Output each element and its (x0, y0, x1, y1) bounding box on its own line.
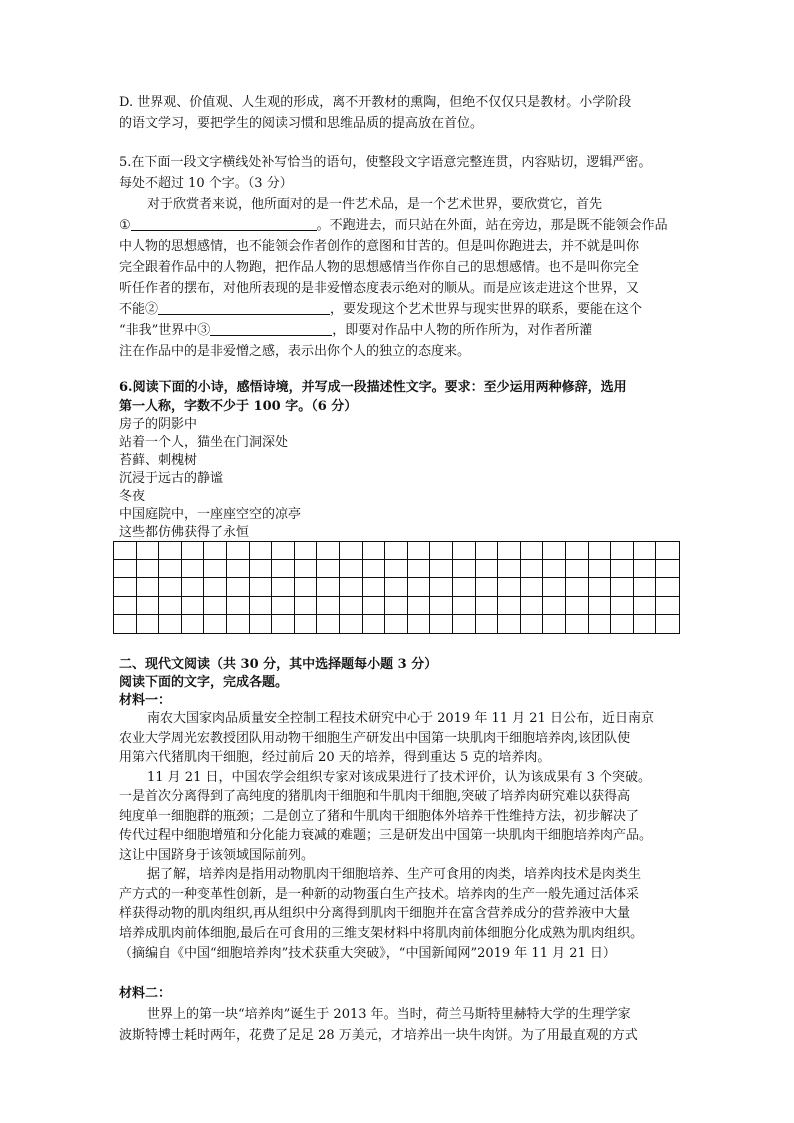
q5-passage-line-6-text: ，要发现这个艺术世界与现实世界的联系，要能在这个 (330, 302, 643, 317)
grid-cell[interactable] (656, 560, 679, 578)
material-1-line: 样获得动物的肌肉组织,再从组织中分离得到肌肉干细胞并在富含营养成分的营养液中大量 (119, 906, 631, 921)
grid-cell[interactable] (408, 615, 431, 633)
material-1-line: 传代过程中细胞增殖和分化能力衰减的难题；三是研发出中国第一块肌肉干细胞培养肉产品。 (119, 828, 653, 843)
grid-cell[interactable] (385, 560, 408, 578)
material-1-line: 南农大国家肉品质量安全控制工程技术研究中心于 2019 年 11 月 21 日公布，近日南京 (147, 711, 654, 726)
grid-cell[interactable] (204, 615, 227, 633)
poem-line: 这些都仿佛获得了永恒 (119, 525, 250, 540)
grid-cell[interactable] (182, 542, 205, 560)
grid-cell[interactable] (521, 597, 544, 615)
material-1-line: 培养成肌肉前体细胞,最后在可食用的三维支架材料中将肌肉前体细胞分化成熟为肌肉组织。 (119, 926, 644, 941)
grid-cell[interactable] (182, 615, 205, 633)
writing-grid[interactable] (113, 541, 680, 634)
grid-cell[interactable] (634, 542, 657, 560)
grid-cell[interactable] (272, 615, 295, 633)
grid-cell[interactable] (159, 597, 182, 615)
grid-cell[interactable] (656, 615, 679, 633)
grid-cell[interactable] (543, 615, 566, 633)
poem-line: 冬夜 (119, 489, 146, 504)
poem-line: 中国庭院中，一座座空空的凉亭 (119, 507, 302, 522)
grid-cell[interactable] (272, 542, 295, 560)
grid-cell[interactable] (295, 597, 318, 615)
grid-cell[interactable] (566, 542, 589, 560)
grid-cell[interactable] (295, 615, 318, 633)
q5-passage-line-5: 听任作者的摆布，对他所表现的是非爱憎态度表示绝对的顺从。而是应该走进这个世界，又 (119, 281, 640, 296)
grid-cell[interactable] (566, 578, 589, 596)
q6-prompt-line-2: 第一人称，字数不少于 100 字。（6 分） (119, 399, 358, 414)
grid-cell[interactable] (317, 560, 340, 578)
option-d-line-2: 的语文学习，要把学生的阅读习惯和思维品质的提高放在首位。 (119, 116, 484, 131)
grid-cell[interactable] (543, 578, 566, 596)
material-2-line: 波斯特博士耗时两年，花费了足足 28 万美元，才培养出一块牛肉饼。为了用最直观的方式 (119, 1028, 638, 1043)
grid-cell[interactable] (272, 597, 295, 615)
grid-cell[interactable] (204, 542, 227, 560)
grid-cell[interactable] (430, 560, 453, 578)
grid-cell[interactable] (114, 578, 137, 596)
option-d-line-1: D. 世界观、价值观、人生观的形成，离不开教材的熏陶，但绝不仅仅只是教材。小学阶段 (119, 95, 632, 110)
grid-cell[interactable] (363, 615, 386, 633)
grid-cell[interactable] (114, 560, 137, 578)
poem-line: 站着一个人，猫坐在门洞深处 (119, 435, 289, 450)
grid-cell[interactable] (385, 578, 408, 596)
grid-cell[interactable] (385, 615, 408, 633)
grid-cell[interactable] (430, 597, 453, 615)
q5-passage-line-1: 对于欣赏者来说，他所面对的是一件艺术品，是一个艺术世界，要欣赏它，首先 (147, 197, 603, 212)
grid-cell[interactable] (250, 615, 273, 633)
grid-cell[interactable] (137, 560, 160, 578)
grid-cell[interactable] (340, 578, 363, 596)
material-1-line: 纯度单一细胞群的瓶颈；二是创立了猪和牛肌肉干细胞体外培养干性维持方法，初步解决了 (119, 809, 640, 824)
grid-cell[interactable] (430, 615, 453, 633)
grid-cell[interactable] (453, 542, 476, 560)
grid-cell[interactable] (317, 578, 340, 596)
grid-cell[interactable] (453, 560, 476, 578)
material-1-source: （摘编自《中国“细胞培养肉”技术获重大突破》，“中国新闻网”2019 年 11 月 21 日） (119, 946, 616, 961)
q5-passage-line-2-text: 。不跑进去，而只站在外面，站在旁边，那是既不能领会作品 (316, 218, 668, 233)
section-2-heading: 二、现代文阅读（共 30 分，其中选择题每小题 3 分） (119, 657, 438, 672)
grid-cell[interactable] (566, 560, 589, 578)
grid-cell[interactable] (204, 578, 227, 596)
grid-cell[interactable] (498, 615, 521, 633)
grid-cell[interactable] (363, 560, 386, 578)
grid-cell[interactable] (159, 542, 182, 560)
grid-cell[interactable] (634, 560, 657, 578)
grid-cell[interactable] (498, 560, 521, 578)
grid-cell[interactable] (634, 578, 657, 596)
q6-prompt-line-1: 6.阅读下面的小诗，感悟诗境，并写成一段描述性文字。要求：至少运用两种修辞，选用 (119, 380, 627, 395)
grid-cell[interactable] (250, 597, 273, 615)
grid-cell[interactable] (340, 542, 363, 560)
material-1-line: 产方式的一种变革性创新，是一种新的动物蛋白生产技术。培养肉的生产一般先通过活体采 (119, 887, 640, 902)
grid-cell[interactable] (656, 578, 679, 596)
grid-cell[interactable] (589, 597, 612, 615)
q5-passage-line-7-prefix: “非我”世界中③ (119, 323, 211, 338)
material-1-title: 材料一： (119, 693, 172, 708)
grid-cell[interactable] (521, 615, 544, 633)
grid-cell[interactable] (295, 560, 318, 578)
grid-cell[interactable] (363, 578, 386, 596)
grid-cell[interactable] (227, 597, 250, 615)
grid-cell[interactable] (250, 560, 273, 578)
grid-cell[interactable] (476, 597, 499, 615)
poem-line: 苔藓、刺槐树 (119, 453, 198, 468)
grid-cell[interactable] (317, 597, 340, 615)
grid-cell[interactable] (114, 597, 137, 615)
material-1-line: 一是首次分离得到了高纯度的猪肌肉干细胞和牛肌肉干细胞,突破了培养肉研究难以获得高 (119, 789, 631, 804)
grid-cell[interactable] (453, 597, 476, 615)
grid-cell[interactable] (611, 578, 634, 596)
q5-passage-line-7 (119, 320, 685, 341)
grid-cell[interactable] (204, 560, 227, 578)
grid-cell[interactable] (250, 542, 273, 560)
grid-cell[interactable] (476, 560, 499, 578)
q5-passage-line-8: 注在作品中的是非爱憎之感，表示出你个人的独立的态度来。 (119, 344, 471, 359)
grid-cell[interactable] (476, 578, 499, 596)
material-2-title: 材料二： (119, 986, 172, 1001)
grid-cell[interactable] (295, 542, 318, 560)
grid-cell[interactable] (476, 542, 499, 560)
poem-line: 房子的阴影中 (119, 417, 198, 432)
material-1-line: 据了解，培养肉是指用动物肌肉干细胞培养、生产可食用的肉类，培养肉技术是肉类生 (147, 867, 642, 882)
grid-cell[interactable] (340, 597, 363, 615)
grid-cell[interactable] (363, 597, 386, 615)
material-1-line: 用第六代猪肌肉干细胞，经过前后 20 天的培养，得到重达 5 克的培养肉。 (119, 750, 551, 765)
grid-cell[interactable] (272, 560, 295, 578)
grid-cell[interactable] (589, 578, 612, 596)
grid-cell[interactable] (656, 597, 679, 615)
grid-cell[interactable] (317, 615, 340, 633)
material-1-line: 11 月 21 日，中国农学会组织专家对该成果进行了技术评价，认为该成果有 3 个突破。 (147, 770, 652, 785)
grid-cell[interactable] (611, 597, 634, 615)
q5-passage-line-6-prefix: 不能② (119, 302, 159, 317)
material-1-line: 这让中国跻身于该领域国际前列。 (119, 848, 315, 863)
answer-blank-2[interactable] (158, 300, 330, 315)
poem-line: 沉浸于远古的静谧 (119, 471, 224, 486)
grid-cell[interactable] (159, 578, 182, 596)
section-2-instruction: 阅读下面的文字，完成各题。 (119, 675, 289, 690)
grid-cell[interactable] (227, 560, 250, 578)
grid-cell[interactable] (227, 615, 250, 633)
grid-cell[interactable] (543, 597, 566, 615)
grid-cell[interactable] (137, 597, 160, 615)
grid-cell[interactable] (656, 542, 679, 560)
grid-cell[interactable] (250, 578, 273, 596)
grid-cell[interactable] (589, 542, 612, 560)
grid-cell[interactable] (295, 578, 318, 596)
grid-cell[interactable] (137, 578, 160, 596)
grid-cell[interactable] (408, 560, 431, 578)
grid-cell[interactable] (408, 542, 431, 560)
grid-cell[interactable] (498, 597, 521, 615)
grid-cell[interactable] (340, 560, 363, 578)
grid-cell[interactable] (363, 542, 386, 560)
material-2-line: 世界上的第一块“培养肉”诞生于 2013 年。当时，荷兰马斯特里赫特大学的生理学家 (147, 1007, 631, 1022)
grid-cell[interactable] (521, 560, 544, 578)
grid-cell[interactable] (340, 615, 363, 633)
grid-cell[interactable] (498, 542, 521, 560)
q5-passage-line-6 (119, 299, 685, 320)
grid-cell[interactable] (114, 542, 137, 560)
grid-cell[interactable] (634, 615, 657, 633)
q5-prompt-line-1: 5.在下面一段文字横线处补写恰当的语句，使整段文字语意完整连贯，内容贴切，逻辑严密。 (119, 155, 652, 170)
grid-cell[interactable] (543, 542, 566, 560)
grid-cell[interactable] (137, 542, 160, 560)
material-1-line: 农业大学周光宏教授团队用动物干细胞生产研发出中国第一块肌肉干细胞培养肉,该团队使 (119, 731, 631, 746)
grid-cell[interactable] (634, 597, 657, 615)
grid-cell[interactable] (159, 615, 182, 633)
grid-cell[interactable] (385, 597, 408, 615)
grid-cell[interactable] (408, 597, 431, 615)
grid-cell[interactable] (611, 615, 634, 633)
grid-cell[interactable] (476, 615, 499, 633)
grid-cell[interactable] (182, 560, 205, 578)
grid-cell[interactable] (566, 597, 589, 615)
grid-cell[interactable] (498, 578, 521, 596)
q5-passage-line-3: 中人物的思想感情，也不能领会作者创作的意图和甘苦的。但是叫你跑进去，并不就是叫你 (119, 239, 640, 254)
answer-blank-3[interactable] (210, 321, 332, 336)
answer-blank-1[interactable] (131, 216, 317, 231)
grid-cell[interactable] (182, 597, 205, 615)
grid-cell[interactable] (589, 615, 612, 633)
grid-cell[interactable] (521, 542, 544, 560)
grid-cell[interactable] (453, 615, 476, 633)
grid-cell[interactable] (408, 578, 431, 596)
grid-cell[interactable] (182, 578, 205, 596)
grid-cell[interactable] (159, 560, 182, 578)
blank-1-label: ① (119, 218, 131, 233)
grid-cell[interactable] (272, 578, 295, 596)
grid-cell[interactable] (385, 542, 408, 560)
grid-cell[interactable] (204, 597, 227, 615)
q5-passage-line-2 (119, 215, 685, 236)
grid-cell[interactable] (521, 578, 544, 596)
grid-cell[interactable] (227, 542, 250, 560)
q5-prompt-line-2: 每处不超过 10 个字。（3 分） (119, 176, 293, 191)
grid-cell[interactable] (566, 615, 589, 633)
grid-cell[interactable] (453, 578, 476, 596)
grid-cell[interactable] (114, 615, 137, 633)
grid-cell[interactable] (611, 560, 634, 578)
grid-cell[interactable] (430, 578, 453, 596)
grid-cell[interactable] (611, 542, 634, 560)
grid-cell[interactable] (227, 578, 250, 596)
grid-cell[interactable] (317, 542, 340, 560)
q5-passage-line-4: 完全跟着作品中的人物跑，把作品人物的思想感情当作你自己的思想感情。也不是叫你完全 (119, 260, 640, 275)
grid-cell[interactable] (430, 542, 453, 560)
grid-cell[interactable] (589, 560, 612, 578)
q5-passage-line-7-text: ，即要对作品中人物的所作所为，对作者所灌 (332, 323, 593, 338)
grid-cell[interactable] (543, 560, 566, 578)
grid-cell[interactable] (137, 615, 160, 633)
